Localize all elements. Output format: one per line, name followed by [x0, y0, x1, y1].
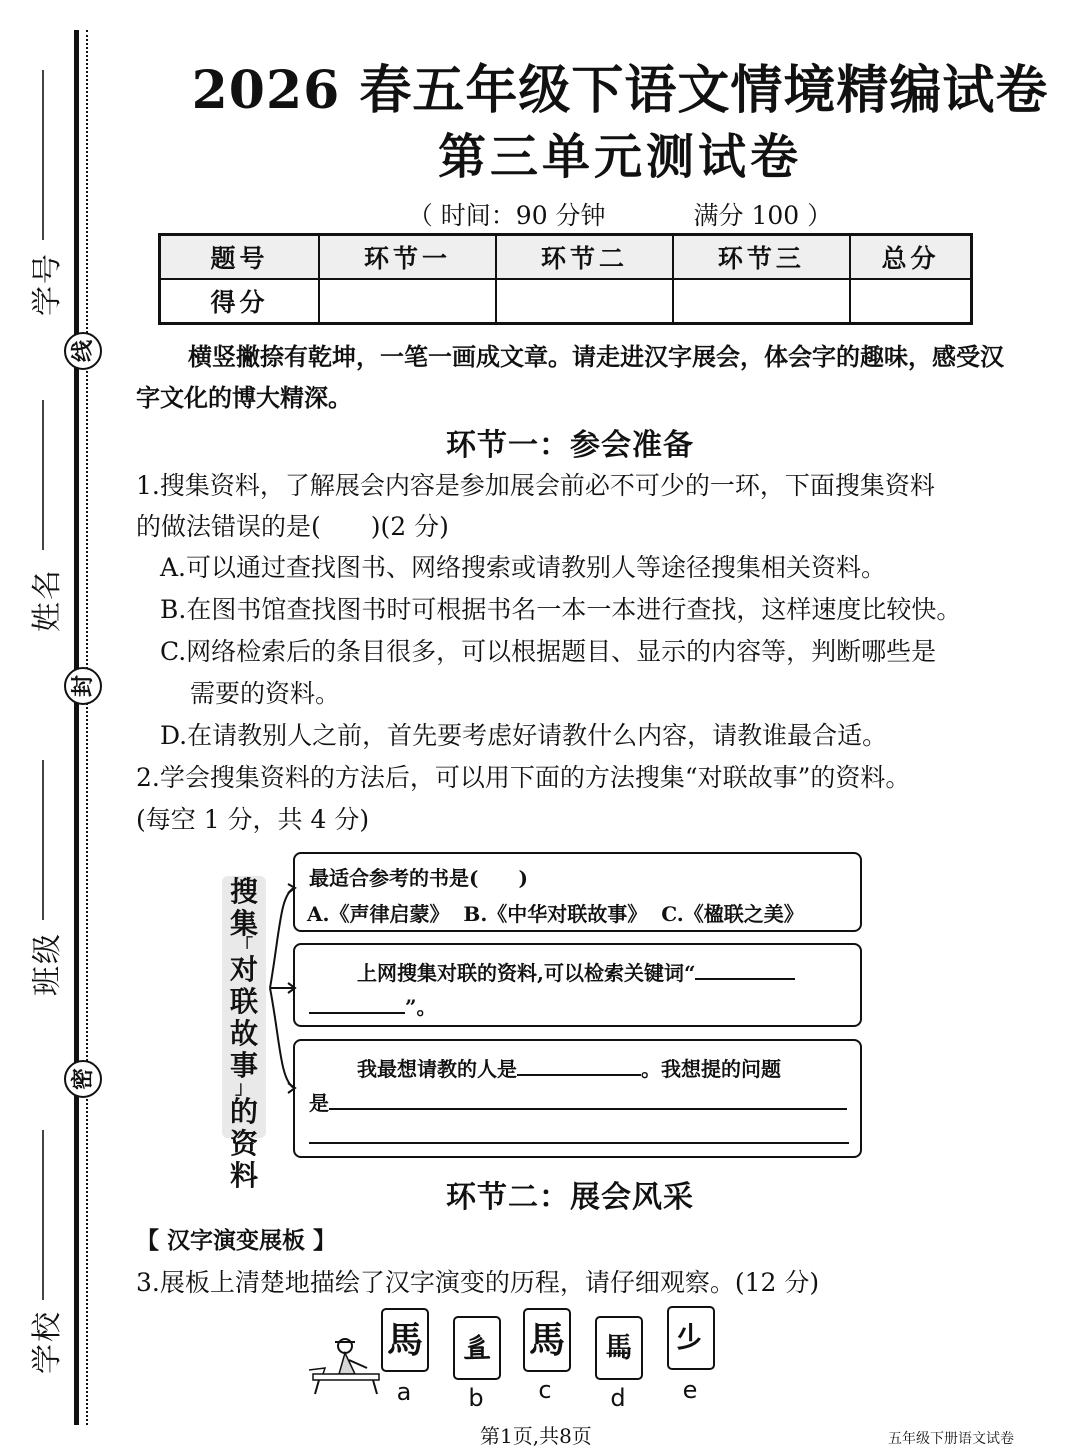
- book-choice-question: 最适合参考的书是( ): [309, 866, 528, 890]
- score-header-row: [160, 235, 972, 280]
- id-blank: [42, 70, 44, 240]
- col-question-no: 题号: [160, 235, 320, 280]
- q1-option-b[interactable]: B.在图书馆查找图书时可根据书名一本一本进行查找，这样速度比较快。: [160, 595, 962, 624]
- glyph-a: 馬: [381, 1308, 429, 1372]
- consult-line2: [309, 1087, 847, 1116]
- glyph-label-d: d: [610, 1384, 626, 1412]
- intro-paragraph: 横竖撇捺有乾坤，一笔一画成文章。请走进汉字展会，体会字的趣味，感受汉字文化的博大精深。: [136, 342, 1004, 412]
- label-school: 学校: [30, 1310, 65, 1374]
- q2-stem-line1: 2.学会搜集资料的方法后，可以用下面的方法搜集“对联故事”的资料。: [136, 763, 911, 792]
- book-option-a[interactable]: A.《声律启蒙》: [307, 902, 450, 926]
- q1-stem-line2: 的做法错误的是( )(2 分): [136, 512, 449, 541]
- name-blank: [42, 400, 44, 550]
- score-cell[interactable]: [850, 279, 972, 324]
- score-cell[interactable]: [319, 279, 496, 324]
- glyph-label-a: a: [396, 1378, 412, 1406]
- class-blank: [42, 760, 44, 920]
- seal-line: 线: [64, 332, 102, 370]
- score-table: [158, 233, 973, 325]
- consult-is: 是: [309, 1091, 329, 1115]
- footer-subject: 五年级下册语文试卷: [888, 1431, 1014, 1447]
- section2-title: 环节二：展会风采: [446, 1180, 694, 1215]
- keyword-prompt: 上网搜集对联的资料,可以检索关键词“: [357, 961, 696, 985]
- board-heading: 【 汉字演变展板 】: [136, 1228, 337, 1254]
- book-option-c[interactable]: C.《楹联之美》: [661, 902, 804, 926]
- consult-line1: [357, 1053, 781, 1082]
- consult-person-blank[interactable]: [517, 1074, 641, 1076]
- consult-question-blank[interactable]: [329, 1108, 847, 1110]
- school-blank: [42, 1130, 44, 1300]
- exam-info: [130, 196, 1080, 232]
- col-part2: 环节二: [496, 235, 673, 280]
- exam-title: 2026 春五年级下语文情境精编试卷: [191, 60, 1049, 121]
- q3-stem: 3.展板上清楚地描绘了汉字演变的历程，请仔细观察。(12 分): [136, 1268, 820, 1297]
- collect-label: 搜 集 「 对 联 故 事 」 的 资 料: [222, 876, 266, 1138]
- col-part3: 环节三: [673, 235, 850, 280]
- score-cell[interactable]: [673, 279, 850, 324]
- score-cell[interactable]: [496, 279, 673, 324]
- consult-question-prompt: 。我想提的问题: [641, 1057, 781, 1081]
- seal-envelope: 封: [64, 667, 102, 705]
- consult-prompt: 我最想请教的人是: [357, 1057, 517, 1081]
- col-part1: 环节一: [319, 235, 496, 280]
- consult-question-blank-2[interactable]: [309, 1142, 849, 1144]
- consult-line3: [309, 1125, 849, 1149]
- keyword-blank[interactable]: [695, 978, 795, 980]
- book-option-b[interactable]: B.《中华对联故事》: [463, 902, 648, 926]
- q1-option-c-cont: 需要的资料。: [190, 679, 341, 708]
- exam-full-score: 满分 100 ）: [693, 201, 833, 230]
- book-choice-options: [307, 898, 804, 927]
- label-student-id: 学号: [30, 252, 65, 316]
- q1-option-d[interactable]: D.在请教别人之前，首先要考虑好请教什么内容，请教谁最合适。: [160, 721, 888, 750]
- keyword-line2: [309, 991, 437, 1020]
- seal-secret: 密: [64, 1060, 102, 1098]
- row-score-label: 得分: [160, 279, 320, 324]
- binding-line: [74, 30, 79, 1425]
- unit-title: 第三单元测试卷: [437, 129, 802, 185]
- col-total: 总分: [850, 235, 972, 280]
- keyword-blank-cont[interactable]: [309, 1012, 405, 1014]
- keyword-line1: [357, 957, 795, 986]
- keyword-end: ”。: [405, 995, 437, 1019]
- binding-dotted-line: [86, 30, 88, 1425]
- score-row: [160, 279, 972, 324]
- glyph-c: 馬: [523, 1308, 571, 1372]
- glyph-b: 𢒉: [453, 1316, 501, 1380]
- glyph-label-c: c: [538, 1376, 552, 1404]
- q1-option-a[interactable]: A.可以通过查找图书、网络搜索或请教别人等途径搜集相关资料。: [160, 553, 887, 582]
- scholar-writing-icon: [305, 1332, 383, 1398]
- glyph-d: 𩡧: [595, 1316, 643, 1380]
- q1-stem-line1: 1.搜集资料，了解展会内容是参加展会前必不可少的一环，下面搜集资料: [136, 471, 935, 500]
- q2-stem-line2: (每空 1 分，共 4 分): [136, 805, 370, 834]
- glyph-label-e: e: [682, 1376, 698, 1404]
- keyword-box: [293, 943, 862, 1027]
- label-class: 班级: [30, 932, 65, 996]
- q1-option-c[interactable]: C.网络检索后的条目很多，可以根据题目、显示的内容等，判断哪些是: [160, 637, 937, 666]
- page-number: 第1页,共8页: [480, 1424, 592, 1448]
- glyph-e: 𣥂: [667, 1306, 715, 1370]
- glyph-label-b: b: [468, 1384, 484, 1412]
- exam-time: （ 时间：90 分钟: [407, 201, 606, 230]
- book-choice-box: [293, 852, 862, 932]
- section1-title: 环节一：参会准备: [446, 428, 694, 463]
- consult-box: [293, 1039, 862, 1158]
- label-name: 姓名: [30, 568, 65, 632]
